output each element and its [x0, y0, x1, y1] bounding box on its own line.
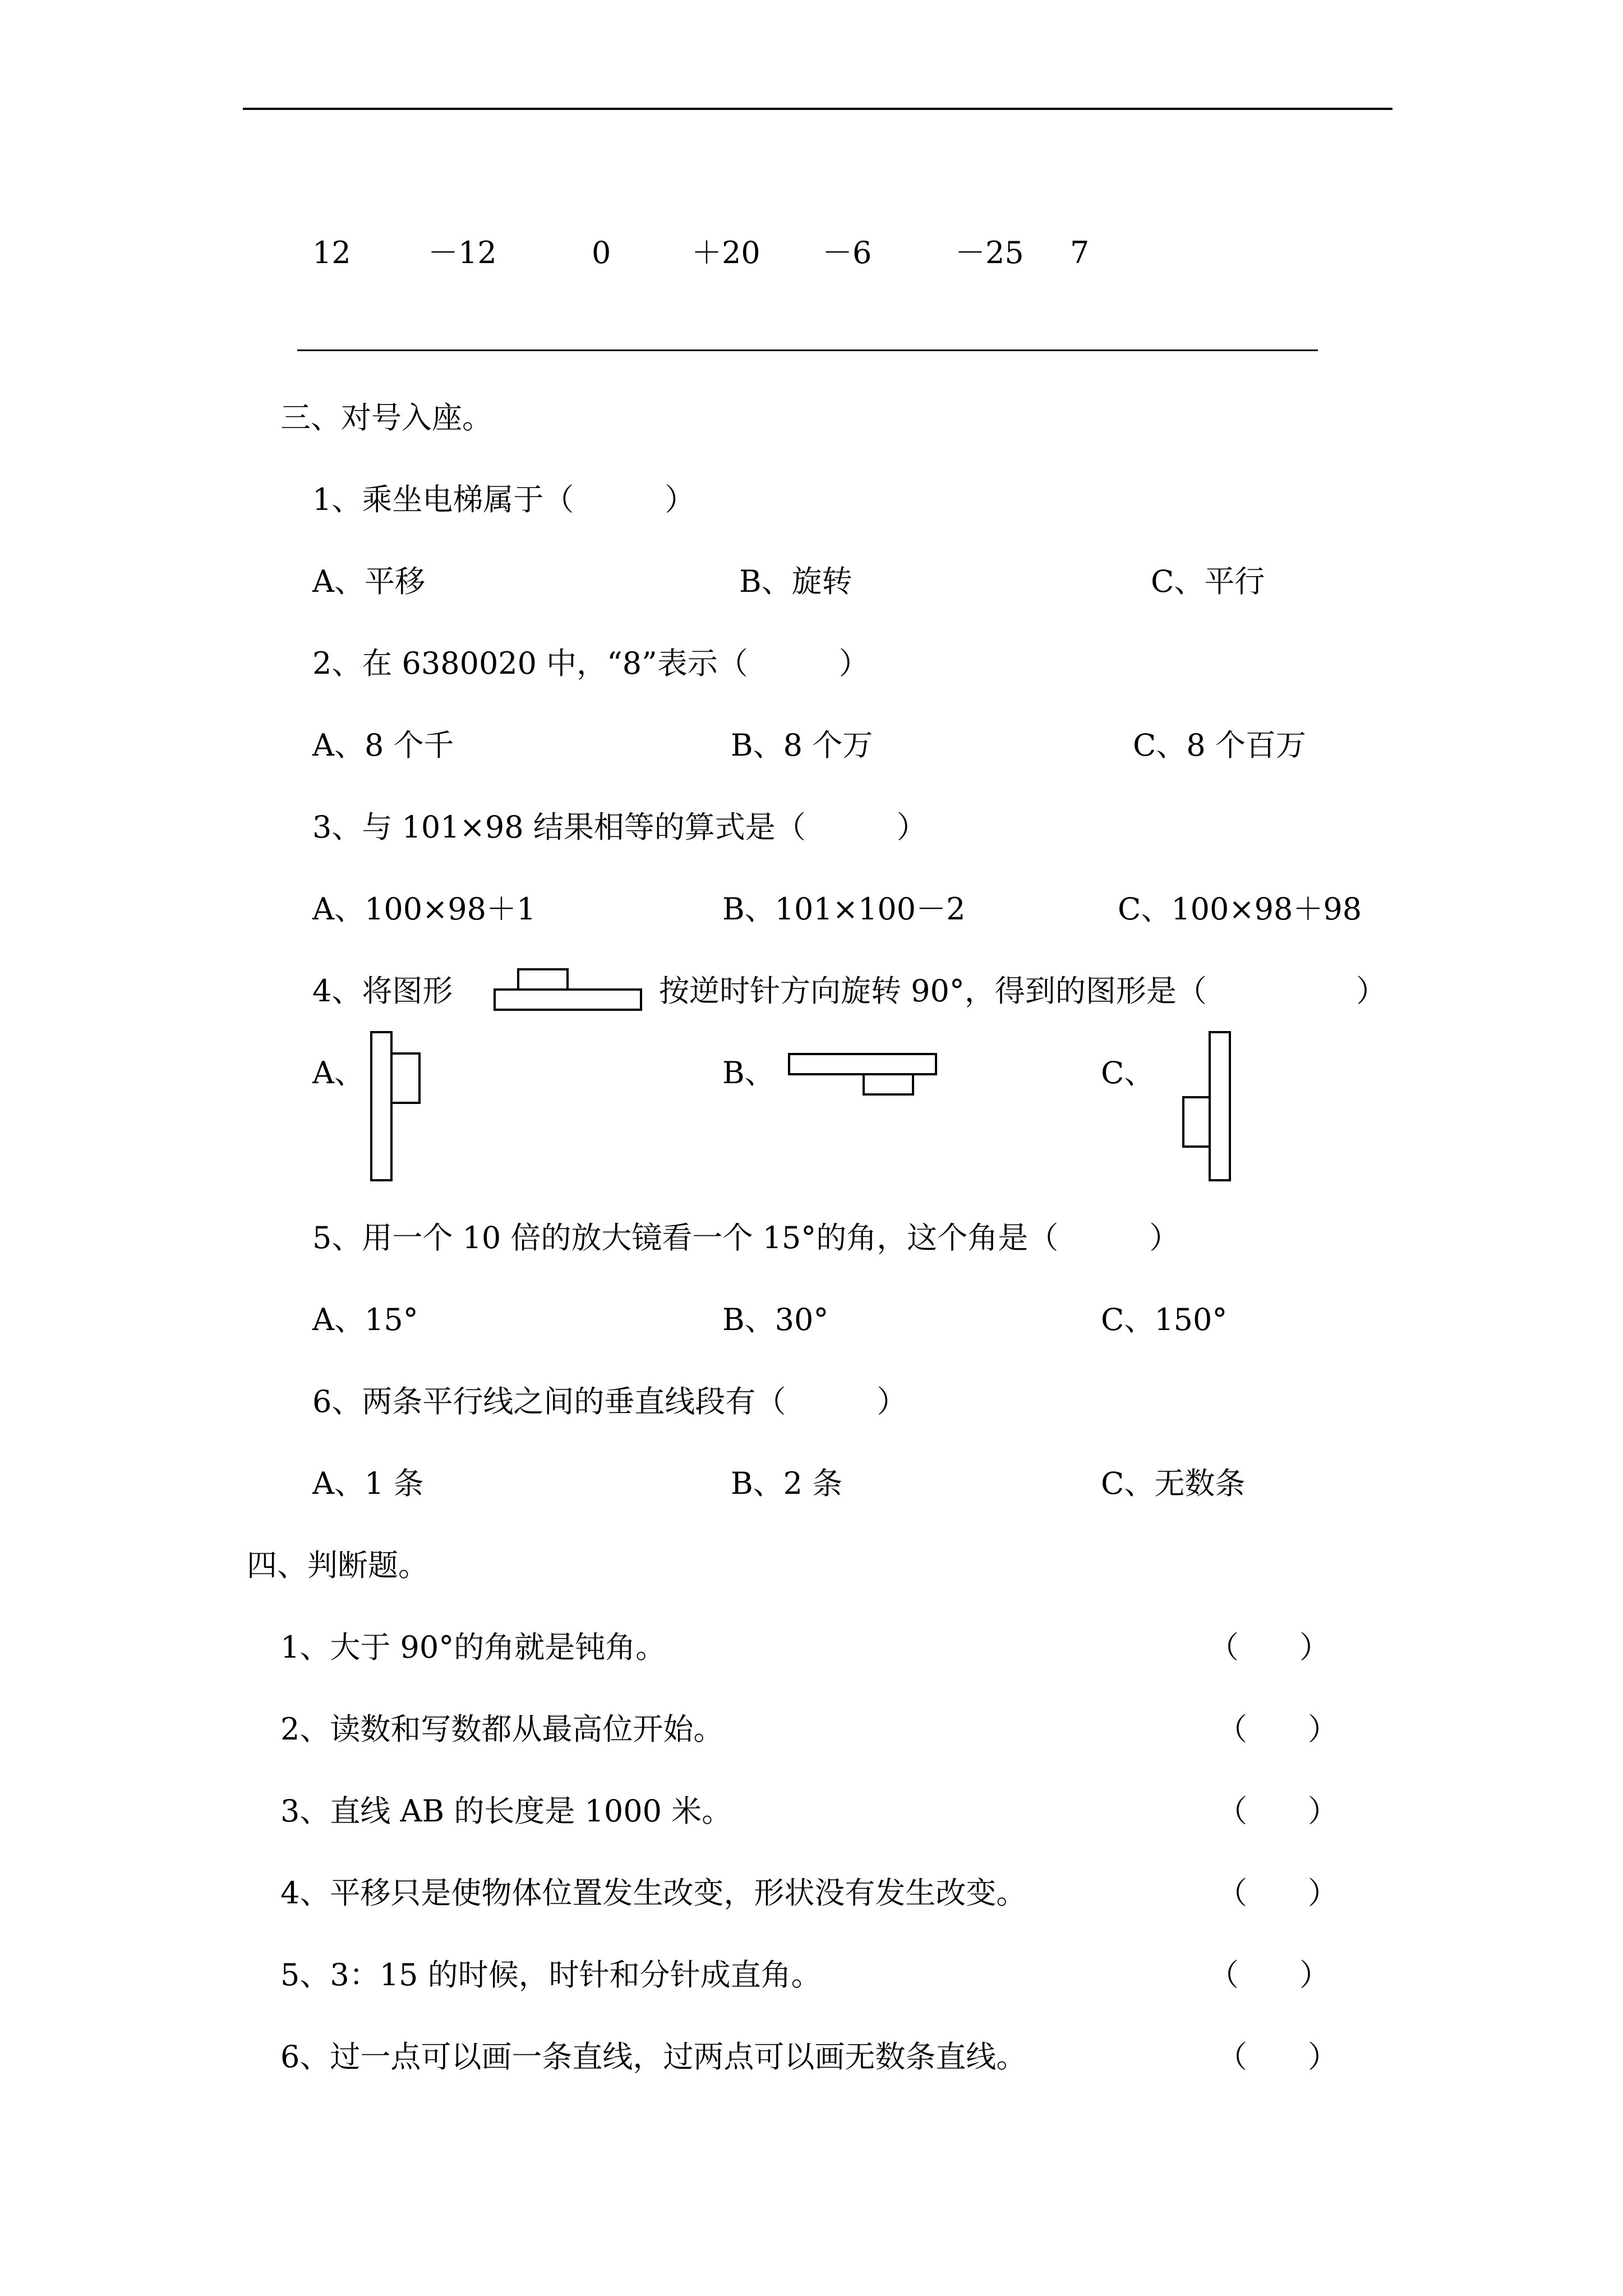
q4-option-a: A、	[312, 1055, 365, 1091]
q2-option-c: C、8 个百万	[1133, 728, 1306, 763]
q6-option-a: A、1 条	[312, 1466, 424, 1501]
question-4-prefix: 4、将图形	[312, 973, 453, 1009]
q5-option-a: A、15°	[312, 1302, 418, 1337]
header-rule	[243, 108, 1393, 110]
q2-option-b: B、8 个万	[731, 728, 873, 763]
q4-a-side-block	[390, 1052, 421, 1104]
q4-c-side-block	[1182, 1096, 1211, 1148]
number-1: 12	[312, 235, 351, 270]
section-4-title: 四、判断题。	[247, 1548, 428, 1583]
number-2: －12	[428, 235, 497, 270]
number-5: －6	[822, 235, 872, 270]
question-6: 6、两条平行线之间的垂直线段有（ ）	[312, 1384, 907, 1419]
judge-blank-4[interactable]: （ ）	[1217, 1875, 1338, 1911]
number-4: ＋20	[691, 235, 760, 270]
judge-item-1: 1、大于 90°的角就是钝角。	[280, 1630, 666, 1665]
q4-option-c: C、	[1101, 1055, 1155, 1091]
q4-a-tall-bar	[370, 1031, 393, 1181]
judge-item-4: 4、平移只是使物体位置发生改变，形状没有发生改变。	[280, 1875, 1027, 1911]
q1-option-c: C、平行	[1151, 564, 1265, 599]
q4-c-tall-bar	[1209, 1031, 1231, 1181]
judge-blank-1[interactable]: （ ）	[1209, 1630, 1330, 1665]
q4-figure-top-block	[517, 968, 569, 991]
q5-option-b: B、30°	[722, 1302, 829, 1337]
question-3: 3、与 101×98 结果相等的算式是（ ）	[312, 809, 927, 845]
judge-item-2: 2、读数和写数都从最高位开始。	[280, 1711, 724, 1747]
number-3: 0	[592, 235, 611, 270]
q2-option-a: A、8 个千	[312, 728, 454, 763]
q1-option-a: A、平移	[312, 564, 425, 599]
answer-line	[297, 349, 1318, 351]
q3-option-c: C、100×98＋98	[1118, 891, 1362, 927]
q4-b-bottom-block	[863, 1073, 914, 1096]
question-5: 5、用一个 10 倍的放大镜看一个 15°的角，这个角是（ ）	[312, 1220, 1180, 1255]
judge-blank-2[interactable]: （ ）	[1217, 1711, 1338, 1747]
q4-option-b: B、	[722, 1055, 775, 1091]
question-2: 2、在 6380020 中，“8”表示（ ）	[312, 646, 869, 681]
q1-option-b: B、旋转	[739, 564, 852, 599]
q6-option-b: B、2 条	[731, 1466, 843, 1501]
judge-item-6: 6、过一点可以画一条直线，过两点可以画无数条直线。	[280, 2039, 1027, 2074]
number-6: －25	[955, 235, 1024, 270]
question-4-suffix: 按逆时针方向旋转 90°，得到的图形是（	[659, 973, 1207, 1009]
section-3-title: 三、对号入座。	[280, 400, 492, 435]
judge-blank-5[interactable]: （ ）	[1209, 1957, 1330, 1993]
q3-option-b: B、101×100－2	[722, 891, 966, 927]
q3-option-a: A、100×98＋1	[312, 891, 536, 927]
question-1: 1、乘坐电梯属于（ ）	[312, 482, 695, 517]
q6-option-c: C、无数条	[1101, 1466, 1246, 1501]
number-7: 7	[1070, 235, 1090, 270]
q4-figure-base-bar	[494, 988, 642, 1011]
q4-b-wide-bar	[788, 1053, 937, 1075]
q5-option-c: C、150°	[1101, 1302, 1228, 1337]
question-4-close: ）	[1356, 973, 1386, 1009]
judge-item-5: 5、3：15 的时候，时针和分针成直角。	[280, 1957, 822, 1993]
judge-blank-6[interactable]: （ ）	[1217, 2039, 1338, 2074]
judge-item-3: 3、直线 AB 的长度是 1000 米。	[280, 1793, 732, 1829]
judge-blank-3[interactable]: （ ）	[1217, 1793, 1338, 1829]
